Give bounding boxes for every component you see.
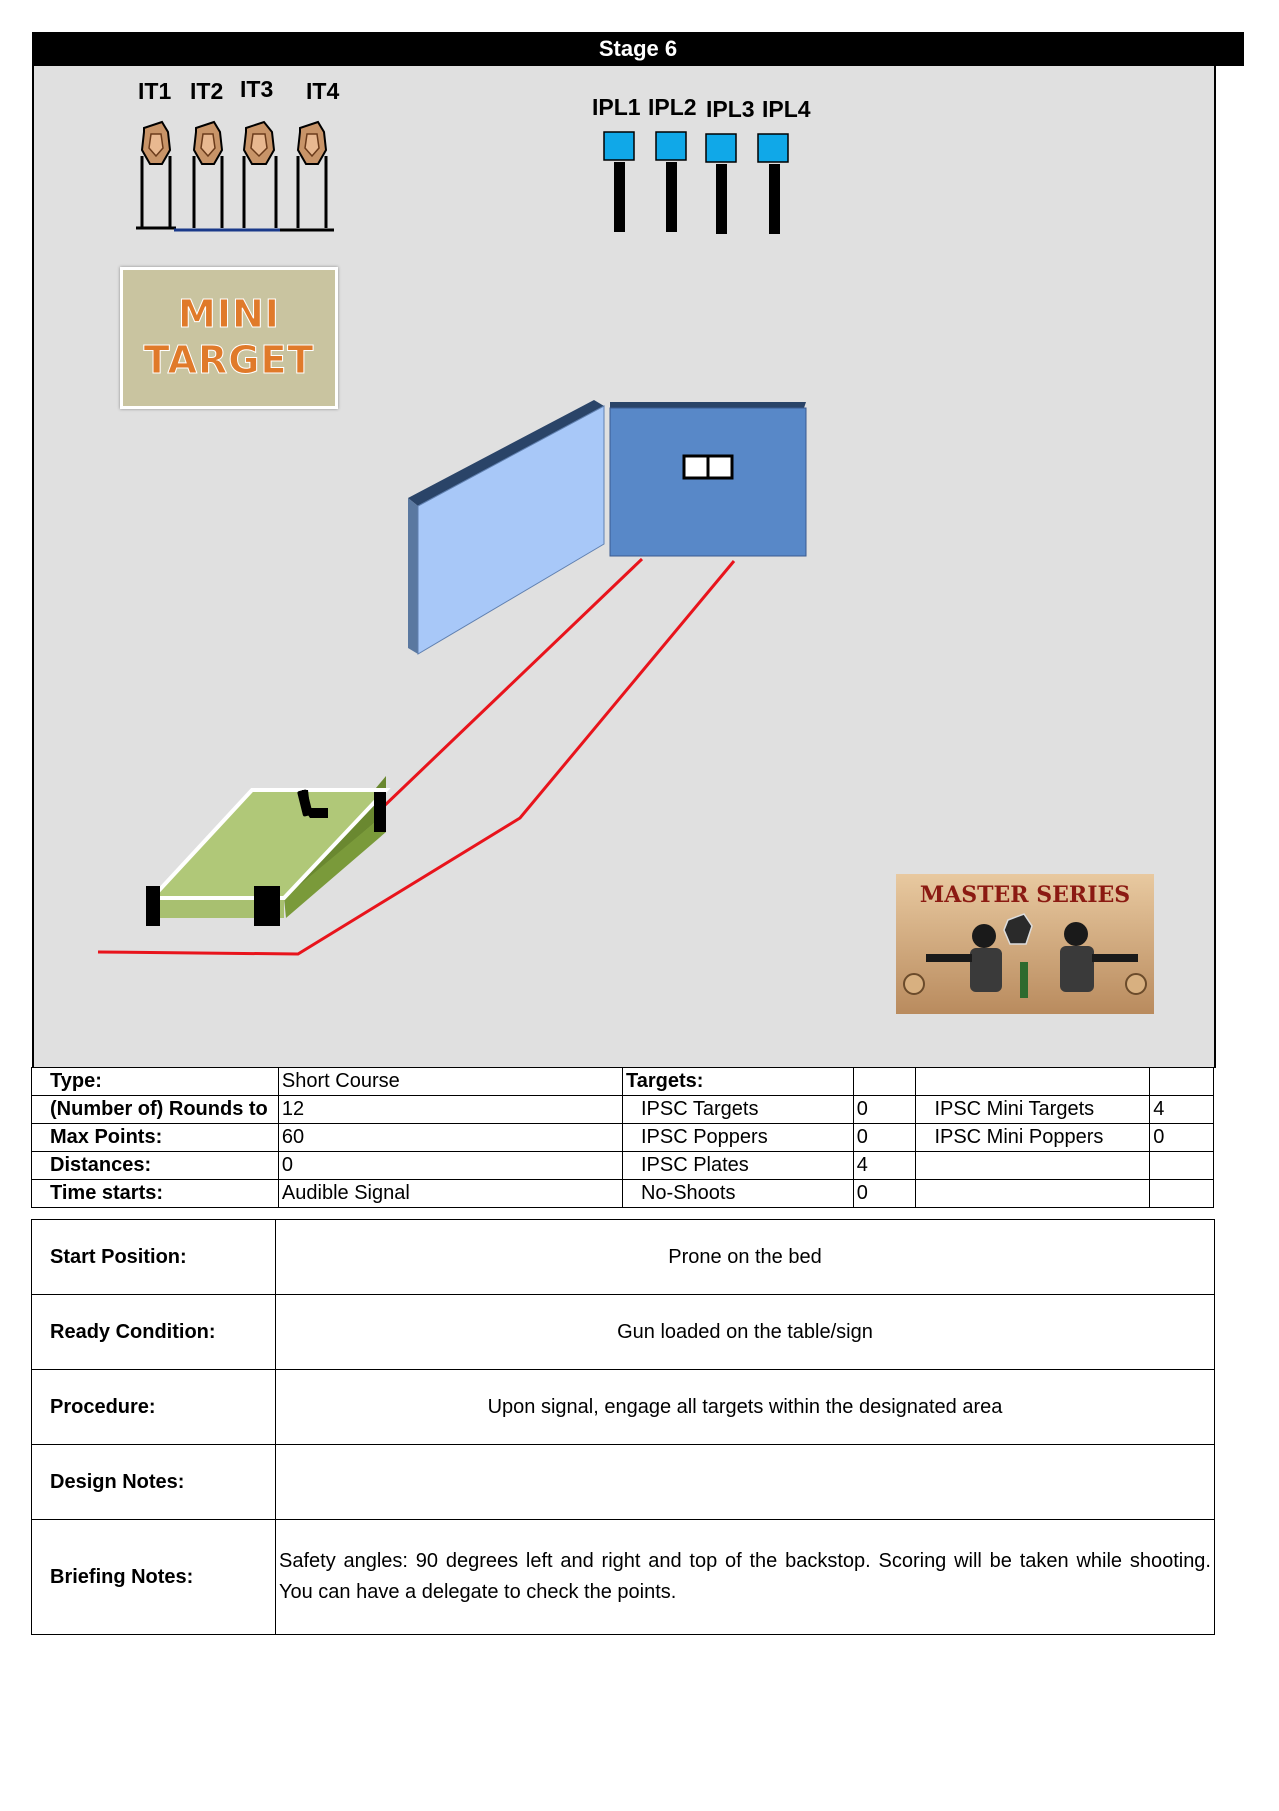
popper-3 xyxy=(706,134,736,234)
table-row xyxy=(32,1520,1215,1635)
type-label: Type: xyxy=(32,1068,279,1096)
mini-targets-value: 4 xyxy=(1150,1096,1214,1124)
iron-target-2 xyxy=(174,122,228,230)
time-starts-label: Time starts: xyxy=(32,1180,279,1208)
ipsc-targets-value: 0 xyxy=(853,1096,916,1124)
table-row xyxy=(32,1295,1215,1370)
distances-value: 0 xyxy=(278,1152,622,1180)
rounds-value: 12 xyxy=(278,1096,622,1124)
table-row xyxy=(32,1220,1215,1295)
time-starts-value: Audible Signal xyxy=(278,1180,622,1208)
briefing-notes-value: Safety angles: 90 degrees left and right and top of the backstop. Scoring will be taken while shooting. You can have a delegate to check the points. xyxy=(276,1520,1215,1635)
mini-poppers-value: 0 xyxy=(1150,1124,1214,1152)
table-row xyxy=(32,1068,1214,1096)
popper-label-1: IPL1 xyxy=(592,94,641,120)
iron-target-label-2: IT2 xyxy=(190,78,224,104)
master-series-logo xyxy=(896,874,1154,1014)
table-row xyxy=(32,1445,1215,1520)
iron-target-1 xyxy=(136,122,176,228)
start-position-label: Start Position: xyxy=(32,1220,276,1295)
empty-cell xyxy=(853,1068,916,1096)
popper-2 xyxy=(656,132,686,232)
ipsc-targets-label: IPSC Targets xyxy=(622,1096,853,1124)
logo-shooters-icon xyxy=(896,874,1154,1014)
design-notes-label: Design Notes: xyxy=(32,1445,276,1520)
procedure-value: Upon signal, engage all targets within the designated area xyxy=(276,1370,1215,1445)
popper-1 xyxy=(604,132,634,232)
mini-poppers-label: IPSC Mini Poppers xyxy=(916,1124,1150,1152)
popper-4 xyxy=(758,134,788,234)
ipsc-plates-label: IPSC Plates xyxy=(622,1152,853,1180)
popper-label-2: IPL2 xyxy=(648,94,697,120)
table-row xyxy=(32,1370,1215,1445)
bed xyxy=(146,776,386,926)
type-value: Short Course xyxy=(278,1068,622,1096)
max-points-value: 60 xyxy=(278,1124,622,1152)
empty-cell xyxy=(916,1068,1150,1096)
empty-cell xyxy=(916,1180,1150,1208)
max-points-label: Max Points: xyxy=(32,1124,279,1152)
mini-target-line1: MINI xyxy=(178,292,280,337)
no-shoots-value: 0 xyxy=(853,1180,916,1208)
iron-target-label-1: IT1 xyxy=(138,78,172,104)
stage-details-table xyxy=(31,1219,1215,1635)
logo-text: MASTER SERIES xyxy=(919,882,1131,908)
ready-condition-label: Ready Condition: xyxy=(32,1295,276,1370)
popper-label-4: IPL4 xyxy=(762,96,811,122)
mini-target-line2: TARGET xyxy=(143,338,315,382)
popper-label-3: IPL3 xyxy=(706,96,755,122)
rounds-label: (Number of) Rounds to xyxy=(32,1096,279,1124)
empty-cell xyxy=(1150,1068,1214,1096)
iron-target-3 xyxy=(226,122,282,230)
table-row xyxy=(32,1180,1214,1208)
mini-target-badge xyxy=(120,267,338,409)
wall-left xyxy=(408,400,604,654)
wall-right xyxy=(610,402,806,556)
mini-targets-label: IPSC Mini Targets xyxy=(916,1096,1150,1124)
targets-label: Targets: xyxy=(622,1068,853,1096)
briefing-notes-label: Briefing Notes: xyxy=(32,1520,276,1635)
ipsc-plates-value: 4 xyxy=(853,1152,916,1180)
ready-condition-value: Gun loaded on the table/sign xyxy=(276,1295,1215,1370)
stage-info-table xyxy=(31,1067,1214,1208)
no-shoots-label: No-Shoots xyxy=(622,1180,853,1208)
table-row xyxy=(32,1152,1214,1180)
procedure-label: Procedure: xyxy=(32,1370,276,1445)
design-notes-value xyxy=(276,1445,1215,1520)
ipsc-poppers-label: IPSC Poppers xyxy=(622,1124,853,1152)
table-row xyxy=(32,1096,1214,1124)
start-position-value: Prone on the bed xyxy=(276,1220,1215,1295)
stage-diagram xyxy=(32,66,1216,1068)
iron-target-4 xyxy=(280,122,334,230)
iron-target-label-4: IT4 xyxy=(306,78,340,104)
stage-title: Stage 6 xyxy=(32,32,1244,66)
empty-cell xyxy=(1150,1152,1214,1180)
empty-cell xyxy=(1150,1180,1214,1208)
distances-label: Distances: xyxy=(32,1152,279,1180)
ipsc-poppers-value: 0 xyxy=(853,1124,916,1152)
table-row xyxy=(32,1124,1214,1152)
empty-cell xyxy=(916,1152,1150,1180)
iron-target-label-3: IT3 xyxy=(240,76,274,102)
